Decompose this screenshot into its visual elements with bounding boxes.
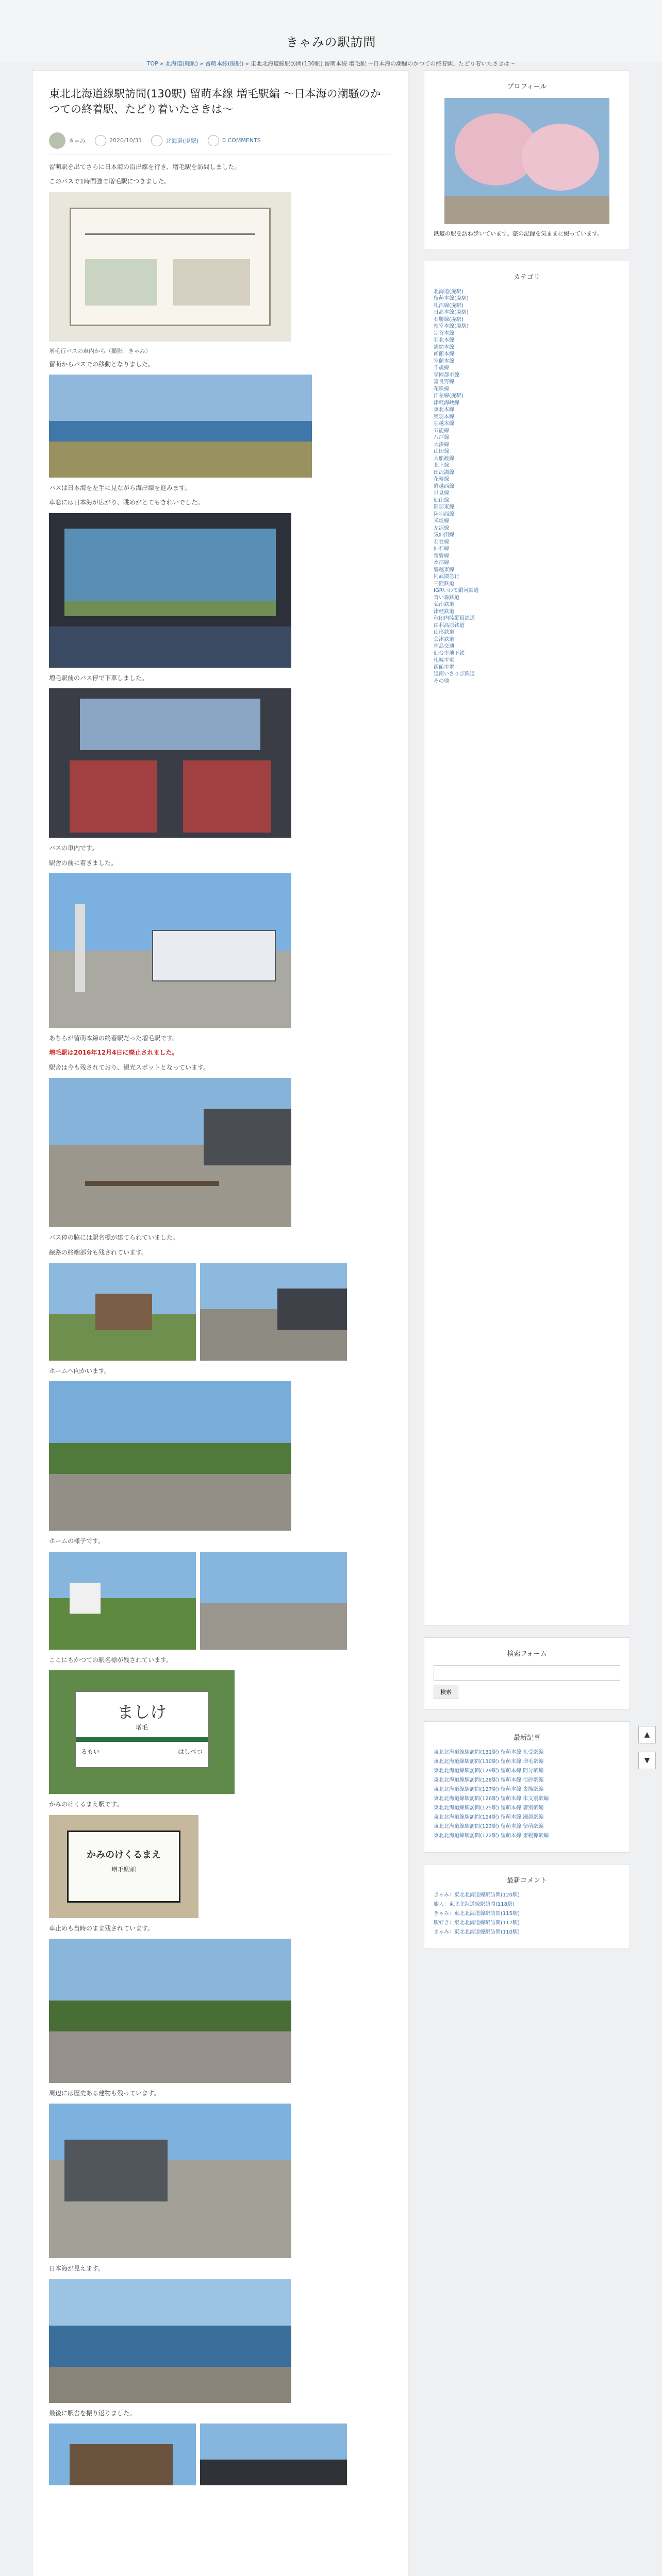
photo-row [49,2424,391,2485]
category-item[interactable]: 只見線 [434,490,449,497]
site-title[interactable]: きゃみの駅訪問 [286,35,376,49]
recent-comments-list [434,1892,620,1936]
widget-title: プロフィール [507,83,547,91]
paragraph: このバスで1時間強で増毛駅につきました。 [49,178,171,185]
recent-comment-item[interactable]: 駅好き：東北北海道線駅訪問(112駅) [434,1920,520,1926]
comment-icon [208,135,219,146]
category-item[interactable]: 宗谷本線 [434,330,454,336]
category-item[interactable]: 秋田内陸縦貫鉄道 [434,616,475,622]
category-item[interactable]: 日高本線(廃駅) [434,310,469,316]
profile-widget [424,70,630,249]
paragraph: 駅舎は今も残されており、観光スポットとなっています。 [49,1063,210,1071]
recent-post-item[interactable]: 東北北海道線駅訪問(123駅) 留萌本線 留萌駅編 [434,1823,544,1829]
category-item[interactable]: 左沢線 [434,525,449,531]
category-item[interactable]: 釧網本線 [434,344,454,350]
category-item[interactable]: 陸羽西線 [434,511,454,517]
photo-platform-view [200,1552,347,1650]
post-date: 2020/10/31 [109,137,142,144]
photo-track-end [49,1078,291,1227]
paragraph: 留萌からバスでの移動となりました。 [49,360,155,368]
breadcrumb-category[interactable]: 北海道(廃駅) [165,60,198,67]
recent-post-item[interactable]: 東北北海道線駅訪問(122駅) 留萌本線 東幌糠駅編 [434,1833,549,1839]
highlight-text: 増毛駅は2016年12月4日に廃止されました。 [49,1049,178,1057]
recent-comment-item[interactable]: きゃみ：東北北海道線駅訪問(110駅) [434,1929,520,1935]
category-item[interactable]: 阿武隈急行 [434,574,459,580]
category-item[interactable]: 富良野線 [434,379,454,385]
recent-post-item[interactable]: 東北北海道線駅訪問(129駅) 留萌本線 阿分駅編 [434,1768,544,1774]
category-item[interactable]: 青い森鉄道 [434,595,459,601]
category-item[interactable]: 花咲線 [434,386,449,392]
photo-station-board [49,192,291,342]
photo-sea-shore [49,2279,291,2403]
post-category[interactable]: 北海道(廃駅) [166,137,198,144]
category-item[interactable]: IGRいわて銀河鉄道 [434,588,479,594]
category-item[interactable]: 福島交通 [434,643,454,650]
category-item[interactable]: 根室本線(廃駅) [434,324,469,330]
recent-comment-item[interactable]: きゃみ：東北北海道線駅訪問(115駅) [434,1910,520,1917]
paragraph: 留萌駅を出てさらに日本海の沿岸線を行き、増毛駅を訪問しました。 [49,163,241,171]
photo-bus-interior [49,688,291,838]
category-item[interactable]: 東北本線 [434,407,454,413]
recent-comment-item[interactable]: きゃみ：東北北海道線駅訪問(120駅) [434,1892,520,1898]
folder-icon [151,135,162,146]
paragraph: バスの車内です。 [49,844,98,852]
paragraph: かみのけくるまえ駅です。 [49,1801,123,1808]
paragraph: 駅舎の前に着きました。 [49,859,118,867]
post-title: 東北北海道線駅訪問(130駅) 留萌本線 増毛駅編 ～日本海の潮騒のかつての終着駅、たどり着いたさきは～ [49,88,381,116]
widget-title: 検索フォーム [507,1650,547,1658]
category-item[interactable]: 札幌市電 [434,657,454,664]
profile-image [444,98,609,224]
widget-title: カテゴリ [514,273,540,281]
category-item[interactable]: 函館市電 [434,664,454,670]
paragraph: 車窓には日本海が広がり、眺めがとてもきれいでした。 [49,499,204,506]
recent-post-item[interactable]: 東北北海道線駅訪問(124駅) 留萌本線 瀬越駅編 [434,1814,544,1820]
paragraph: 日本海が見えます。 [49,2265,105,2273]
category-item[interactable]: 山田線 [434,449,449,455]
category-item[interactable]: 北海道(廃駅) [434,289,464,295]
photo-bus-window [49,513,291,668]
photo-old-buildings [49,2104,291,2258]
category-item[interactable]: 米坂線 [434,518,449,524]
photo-station-last [49,2424,196,2485]
category-item[interactable]: 室蘭本線 [434,358,454,364]
breadcrumb-current: 東北北海道線駅訪問(130駅) 留萌本線 増毛駅 ～日本海の潮騒のかつての終着駅、たどり着いたさきは～ [251,60,516,67]
category-item[interactable]: 由利高原鉄道 [434,622,465,629]
category-item[interactable]: 石北本線 [434,337,454,344]
photo-platform [200,1263,347,1361]
paragraph: 周辺には歴史ある建物も残っています。 [49,2089,160,2097]
category-item[interactable]: 田沢湖線 [434,469,454,476]
main-article [32,70,408,2576]
category-item[interactable]: 磐越東線 [434,567,454,573]
category-item[interactable]: 学園都市線 [434,372,459,378]
category-item[interactable]: 山形鉄道 [434,630,454,636]
post-author[interactable]: きゃみ [69,137,86,144]
category-item[interactable]: 札沼線(廃駅) [434,302,464,309]
category-item[interactable]: 五能線 [434,428,449,434]
recent-post-item[interactable]: 東北北海道線駅訪問(125駅) 留萌本線 箸別駅編 [434,1805,544,1811]
photo-bus-at-station [49,873,291,1028]
category-item[interactable]: 羽越本線 [434,421,454,427]
photo-vintage-sign: かみのけくるまえ 増毛駅前 [49,1815,198,1918]
category-item[interactable]: 花輪線 [434,477,449,483]
post-comments-link[interactable]: 0 COMMENTS [222,137,261,144]
category-item[interactable]: 仙石線 [434,546,449,552]
category-item[interactable]: 会津鉄道 [434,636,454,642]
paragraph: 最後に駅舎を振り返りました。 [49,2409,136,2417]
category-item[interactable]: 八戸線 [434,435,449,441]
category-item[interactable]: 津軽海峡線 [434,400,459,406]
clock-icon [95,135,106,146]
category-item[interactable]: 大湊線 [434,442,449,448]
photo-sea-view [49,375,312,478]
breadcrumb: TOP » 北海道(廃駅) » 留萌本線(廃駅) » 東北北海道線駅訪問(130駅) 留萌本線 増毛駅 ～日本海の潮騒のかつての終着駅、たどり着いたさきは～ [146,60,516,67]
category-item[interactable]: 留萌本線(廃駅) [434,296,469,302]
page-wrapper [32,70,630,2576]
scroll-up-button[interactable]: ▲ [638,1726,656,1743]
paragraph: バス停の脇には駅名標が建てられていました。 [49,1234,179,1242]
paragraph: 増毛駅前のバス停で下車しました。 [49,674,148,682]
category-item[interactable]: 気仙沼線 [434,532,454,538]
photo-station-last-2 [200,2424,347,2485]
category-item[interactable]: 大船渡線 [434,455,454,462]
scroll-down-button[interactable]: ▼ [638,1752,656,1769]
category-item[interactable]: 奥羽本線 [434,414,454,420]
category-item[interactable]: その他 [434,678,449,684]
recent-post-item[interactable]: 東北北海道線駅訪問(128駅) 留萌本線 信砂駅編 [434,1777,544,1783]
photo-row [49,1552,391,1650]
category-item[interactable]: 三陸鉄道 [434,581,454,587]
recent-post-item[interactable]: 東北北海道線駅訪問(130駅) 留萌本線 増毛駅編 [434,1758,544,1765]
category-item[interactable]: 磐越西線 [434,483,454,489]
paragraph: バスは日本海を左手に見ながら海岸線を進みます。 [49,484,191,492]
recent-post-item[interactable]: 東北北海道線駅訪問(126駅) 留萌本線 朱文別駅編 [434,1795,549,1802]
paragraph: ホームの様子です。 [49,1537,105,1545]
recent-posts-list [434,1749,620,1840]
category-widget [424,261,630,1626]
photo-caption: 増毛行バスの車内から（撮影：きゃみ） [49,347,151,354]
widget-title: 最新コメント [506,1876,547,1885]
photo-buffer-stop [49,1939,291,2083]
category-item[interactable]: 江差線(廃駅) [434,393,464,399]
recent-comment-item[interactable]: 旅人：東北北海道線駅訪問(118駅) [434,1901,515,1907]
category-item[interactable]: 津軽鉄道 [434,608,454,615]
category-item[interactable]: 道南いさりび鉄道 [434,671,475,677]
profile-text: 鉄道の駅を訪ね歩いています。旅の記録を気ままに綴っています。 [434,230,603,237]
photo-rails [49,1381,291,1531]
photo-row [49,1263,391,1361]
search-widget [424,1637,630,1710]
recent-post-item[interactable]: 東北北海道線駅訪問(131駅) 留萌本線 礼受駅編 [434,1749,544,1755]
category-item[interactable]: 函館本線 [434,351,454,358]
paragraph: あちらが留萌本線の終着駅だった増毛駅です。 [49,1035,179,1042]
breadcrumb-subcategory[interactable]: 留萌本線(廃駅) [205,60,244,67]
paragraph: ここにもかつての駅名標が残されています。 [49,1656,173,1664]
photo-station-sign: ましけ 増毛 るもい はしべつ [49,1670,235,1794]
category-item[interactable]: 石巻線 [434,539,449,545]
category-item[interactable]: 北上線 [434,463,449,469]
category-item[interactable]: 常磐線 [434,553,449,559]
category-item[interactable]: 千歳線 [434,365,449,371]
category-item[interactable]: 石勝線(廃駅) [434,316,464,323]
recent-comments-widget [424,1864,630,1949]
search-input[interactable] [434,1665,620,1681]
sidebar [424,70,630,1960]
photo-platform-sign [49,1552,196,1650]
paragraph: 線路の終端部分も残されています。 [49,1248,148,1256]
category-item[interactable]: 陸羽東線 [434,504,454,511]
category-item[interactable]: 仙台市地下鉄 [434,650,465,656]
category-item[interactable]: 弘南鉄道 [434,602,454,608]
category-item[interactable]: 仙山線 [434,497,449,503]
search-button[interactable]: 検索 [434,1685,458,1699]
paragraph: ホームへ向かいます。 [49,1367,111,1375]
photo-station-building [49,1263,196,1361]
recent-post-item[interactable]: 東北北海道線駅訪問(127駅) 留萌本線 舎熊駅編 [434,1786,544,1792]
breadcrumb-home[interactable]: TOP [146,60,158,67]
category-list [434,289,620,685]
category-item[interactable]: 水郡線 [434,560,449,566]
paragraph: 車止めも当時のまま残されています。 [49,1924,154,1932]
recent-posts-widget [424,1721,630,1853]
site-header [0,0,662,67]
widget-title: 最新記事 [513,1734,540,1742]
post-meta [49,127,391,155]
avatar[interactable] [49,132,65,149]
